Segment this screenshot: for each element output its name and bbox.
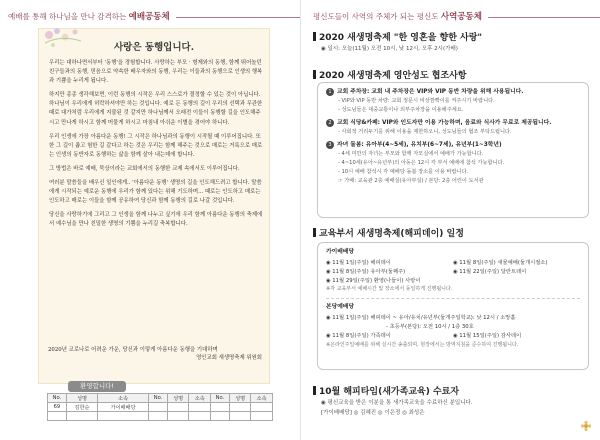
letter-card: [38, 28, 270, 384]
schedule-note: ※온라인주일예배를 위해 실시간 송출되며, 현장에서는 방역지침을 준수하여 진행됩니다.: [326, 341, 519, 348]
right-header: [313, 10, 600, 22]
letter-paragraph: 우리는 대하나면서부터 '동행'을 경험합니다. 사랑하는 부모 · 형제와의 동행, 함께 뛰어놀던 친구들과의 동행, 믿음으로 약속한 배우자와의 동행, 우리는 이들과의 동행으로 인생의 행복과 기쁨을 누리게 됩니다.: [49, 60, 263, 85]
welcome-col-header: No.: [211, 394, 230, 403]
letter-paragraph: 우리 인생에 가장 아름다운 동행! 그 시작은 하나님과의 동행이 시작될 때 이루어집니다. 또한 그 길이 좁고 험한 길 같다고 하는 것은 우리는 함께 해주는 것으로 매로는 거룩으로 매로는 인생의 동반자로 동행하는 삶을 함께 살아 내는데에 합니다.: [49, 133, 263, 158]
welcome-col-header: 성명: [66, 394, 97, 403]
cooperation-box: [317, 82, 589, 218]
divider: [326, 298, 580, 299]
list-item: [326, 141, 580, 186]
welcome-cell: [98, 412, 149, 421]
item-detail: - 4세 미만의 자녀는 부모와 함께 자모실에서 예배가 가능합니다.: [338, 151, 484, 157]
schedule-item: ◉ 11월 22일(주일) 달란트데이: [453, 268, 527, 275]
letter-paragraph: 여러분 말씀들을 배우신 일인에게.. '아름다운 동행' 생명의 길을 인도해드려고 합니다. 말씀에게 시작되는 예로운 동행에 우리가 함께 있다는 위해 기도하며... 때로는 인도하고 매로는 인도하고 매로는 이들을 함께 공유하여 당신과 함께 동행의 길로 나갈 것입니다.: [49, 180, 262, 205]
welcome-cell: [229, 412, 251, 421]
section-cooperation-title: 2020 새생명축제 영안성도 협조사항: [313, 68, 466, 81]
letter-paragraph: 당신을 사랑하기에 그리고 그 인생을 함께 나누고 싶기에 우리 함께 아름다운 동행의 축제에서 예수님을 만나 친밀한 생명의 기쁨을 누리길 축복합니다.: [49, 212, 263, 228]
section-graduates-title: 10월 해피타임(새가족교육) 수료자: [313, 384, 459, 397]
letter-paragraph: 하지만 종종 생각해보면, 이런 동행의 시작은 우리 스스로가 결정할 수 있는 것이 아닙니다. 하나님이 우리에게 허락하셔야만 하는 것입니다. 예로 든 동행의 길이 우리의 선택과 무관한 때로 대가처럼 우리에게 지불된 것 같지만 하나님께서 오래전 이들이 동행할 길을 인도해주시고 만나게 하시고 함께 머물게 하시고 마침내 아쉬운 이별을 겪어야 하니다.: [49, 92, 263, 126]
schedule-item: ◉ 11월 8일(주일) 유아부(둘째주): [326, 268, 406, 275]
right-header-line: [488, 17, 600, 18]
schedule-item: ◉ 11월 1일(주일) 해피데이 ~ 유아/유치/유년부(둘개주일학교): 낮 12시 / 소망홀: [326, 315, 516, 322]
welcome-col-header: No.: [48, 394, 67, 403]
welcome-col-header: No.: [149, 394, 168, 403]
schedule-item: ◉ 11월 1일(주일) 해피데이: [326, 260, 391, 266]
welcome-cell: 가이배배당: [98, 403, 149, 412]
schedule-grid: [326, 259, 580, 285]
letter-footer-line: 2020년 코로나로 어려운 가운, 당신과 이렇게 아름다운 동행을 기대하며: [48, 347, 218, 353]
welcome-cell: [149, 403, 168, 412]
table-row: [48, 403, 273, 412]
table-row: [48, 412, 273, 421]
item-detail: - 10시 예배 참석시 각 예배당 돌봄 장소를 이용 바랍니다.: [338, 169, 469, 175]
welcome-cell: [48, 412, 67, 421]
schedule-item: - 초등부(본당): 오전 10시 / 1층 30호: [386, 324, 474, 331]
group-title: 본당예배당: [326, 304, 354, 311]
left-header-main: 예배공동체: [128, 12, 170, 22]
schedule-item: ◉ 11월 8일(주일) 가족데이: [326, 332, 391, 339]
list-item: [326, 88, 580, 115]
schedule-item: ◉ 11월 29일(주일) 환영(나들이) 사랑이: [326, 277, 421, 284]
welcome-cell: [149, 412, 168, 421]
welcome-cell: [211, 412, 230, 421]
schedule-note: ※각 교육부서 예배시간 및 장소에서 동일하게 진행됩니다.: [326, 286, 453, 293]
letter-body: [49, 59, 263, 235]
schedule-grid: [326, 332, 580, 341]
welcome-cell: 69: [48, 403, 67, 412]
welcome-header-row: [48, 394, 273, 403]
right-header-sub: 평신도들이 사역의 주체가 되는 평신도: [313, 12, 439, 21]
item-title: 교회 식당&카페: VIP와 인도자만 이용 가능하며, 음료와 식사가 무료로 제공됩니다.: [337, 120, 552, 126]
welcome-cell: [251, 403, 273, 412]
happyday-box: [317, 242, 589, 370]
left-header-sub: 예배를 통해 하나님을 만나 감격하는: [8, 12, 127, 21]
left-header: [8, 10, 300, 22]
item-detail: - VIP와 VIP 동반 차량: 교회 정문시 비상깜빡이를 켜주시기 바랍니다.: [338, 98, 495, 104]
welcome-col-header: 성명: [167, 394, 189, 403]
item-title: 교회 주차장: 교회 내 주차장은 VIP와 VIP 동반 차량을 위해 사용됩니다.: [337, 89, 524, 95]
right-page: [300, 0, 600, 440]
right-header-main: 사역공동체: [440, 12, 482, 22]
item-detail: - 사회적 거리두기를 위해 이용을 제한하오니, 성도님들의 협조 부탁드립니다.: [338, 129, 512, 135]
welcome-table: [47, 393, 273, 421]
letter-paragraph: 그 방법은 바로 예배, 묵상이라는 교회에서의 동행한 교제 속에서도 이루어집니다.: [49, 165, 240, 172]
festival-datetime: ◉ 일시: 오늘(11월) 오전 10시, 낮 12시, 오후 2시(가배): [321, 46, 458, 52]
schedule-item: ◉ 11월 8일(주일) 새물예배(둘개시절소): [453, 260, 548, 266]
letter-footer: [48, 346, 262, 362]
welcome-col-header: 소속: [189, 394, 211, 403]
welcome-col-header: 소속: [98, 394, 149, 403]
welcome-col-header: 성명: [229, 394, 251, 403]
item-number-badge: 2: [326, 119, 334, 127]
item-detail: - 성도님들은 대중교통이나 외부주차장을 이용해주세요.: [338, 107, 464, 113]
left-header-line: [176, 17, 300, 18]
flower-ornament-icon: [580, 420, 592, 432]
item-detail: - 4~10세(유아~유년부)의 아동은 12시 각 부서 예배에 참석 가능합니다.: [338, 160, 505, 166]
welcome-cell: [167, 412, 189, 421]
section-happyday-title: 교육부서 새생명축제(해피데이) 일정: [313, 226, 464, 239]
welcome-cell: [189, 412, 211, 421]
welcome-cell: [189, 403, 211, 412]
letter-title: 사랑은 동행입니다.: [113, 42, 195, 53]
welcome-col-header: 소속: [251, 394, 273, 403]
list-item: [326, 119, 580, 137]
welcome-cell: [167, 403, 189, 412]
schedule-item: ◉ 11월 15일(주일) 감사데이: [453, 332, 522, 339]
section-festival-title: 2020 새생명축제 "한 영혼을 향한 사랑": [313, 30, 482, 43]
welcome-cell: [211, 403, 230, 412]
item-number-badge: 1: [326, 88, 334, 96]
welcome-cell: 김한순: [66, 403, 97, 412]
welcome-cell: [66, 412, 97, 421]
letter-signature: 영인교회 새생명축제 위원회: [196, 355, 262, 361]
welcome-label: 환영합니다!: [68, 381, 126, 392]
item-number-badge: 3: [326, 141, 334, 149]
group-title: 가이배배당: [326, 249, 354, 255]
welcome-cell: [251, 412, 273, 421]
welcome-cell: [229, 403, 251, 412]
item-title: 자녀 돌봄: 유아부(4~5세), 유치부(6~7세), 유년부(1~3학년): [337, 142, 502, 148]
graduates-note: ◉ 평신교육을 받은 이분을 통 새가족교육을 수료하신 분입니다.: [321, 400, 473, 406]
graduates-names: [가이배배당] ◎ 김혜진 ◎ 이은정 ◎ 최성은: [321, 410, 425, 416]
item-detail: ☞ 가배: 교육관 2층 예배실(유아부실) / 본당: 2층 어린이 도서관: [338, 178, 484, 184]
